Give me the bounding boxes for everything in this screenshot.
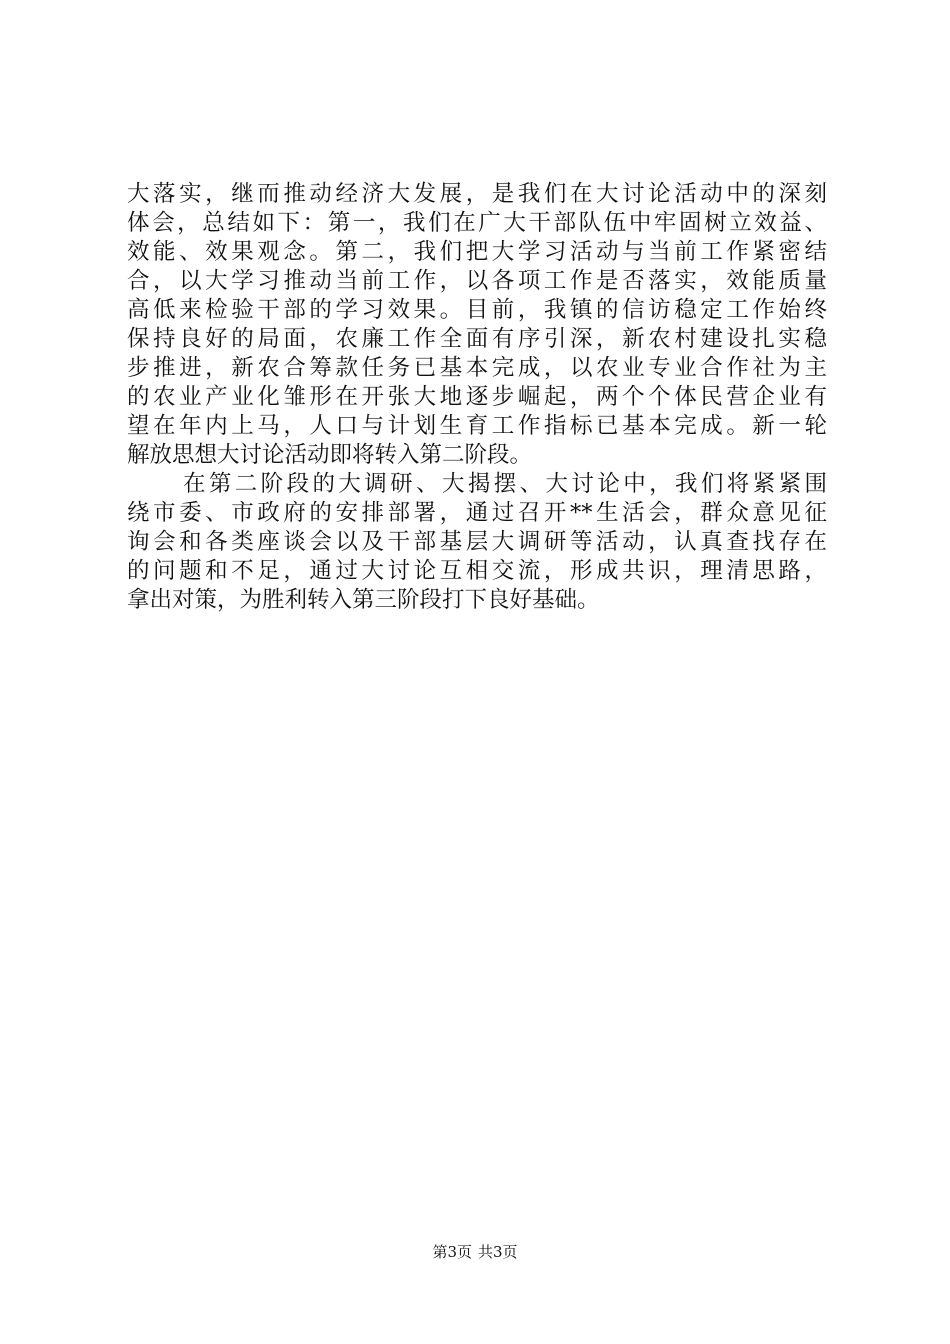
- text-line: 在第二阶段的大调研、大揭摆、大讨论中，我们将紧紧围: [183, 471, 827, 497]
- text-line: 合，以大学习推动当前工作，以各项工作是否落实，效能质量: [127, 268, 827, 294]
- document-body: [127, 180, 827, 615]
- text-line: 解放思想大讨论活动即将转入第二阶段。: [127, 442, 533, 468]
- text-line: 询会和各类座谈会以及干部基层大调研等活动，认真查找存在: [127, 529, 827, 555]
- page-number: 第3页: [432, 1243, 472, 1261]
- text-line: 的农业产业化雏形在开张大地逐步崛起，两个个体民营企业有: [127, 384, 827, 410]
- text-line: 绕市委、市政府的安排部署，通过召开**生活会，群众意见征: [127, 500, 827, 526]
- text-line: 拿出对策，为胜利转入第三阶段打下良好基础。: [127, 587, 600, 613]
- text-line: 高低来检验干部的学习效果。目前，我镇的信访稳定工作始终: [127, 297, 827, 323]
- paragraph-1: [127, 180, 827, 470]
- text-line: 体会，总结如下：第一，我们在广大干部队伍中牢固树立效益、: [127, 210, 827, 236]
- text-line: 望在年内上马，人口与计划生育工作指标已基本完成。新一轮: [127, 413, 827, 439]
- text-line: 步推进，新农合筹款任务已基本完成，以农业专业合作社为主: [127, 355, 827, 381]
- text-line: 效能、效果观念。第二，我们把大学习活动与当前工作紧密结: [127, 239, 827, 265]
- text-line: 的问题和不足，通过大讨论互相交流，形成共识，理清思路，: [127, 558, 827, 584]
- page-footer: [0, 1242, 950, 1262]
- page-total: 共3页: [478, 1243, 518, 1261]
- paragraph-2: [127, 470, 827, 615]
- text-line: 保持良好的局面，农廉工作全面有序引深，新农村建设扎实稳: [127, 326, 827, 352]
- text-line: 大落实，继而推动经济大发展，是我们在大讨论活动中的深刻: [127, 181, 827, 207]
